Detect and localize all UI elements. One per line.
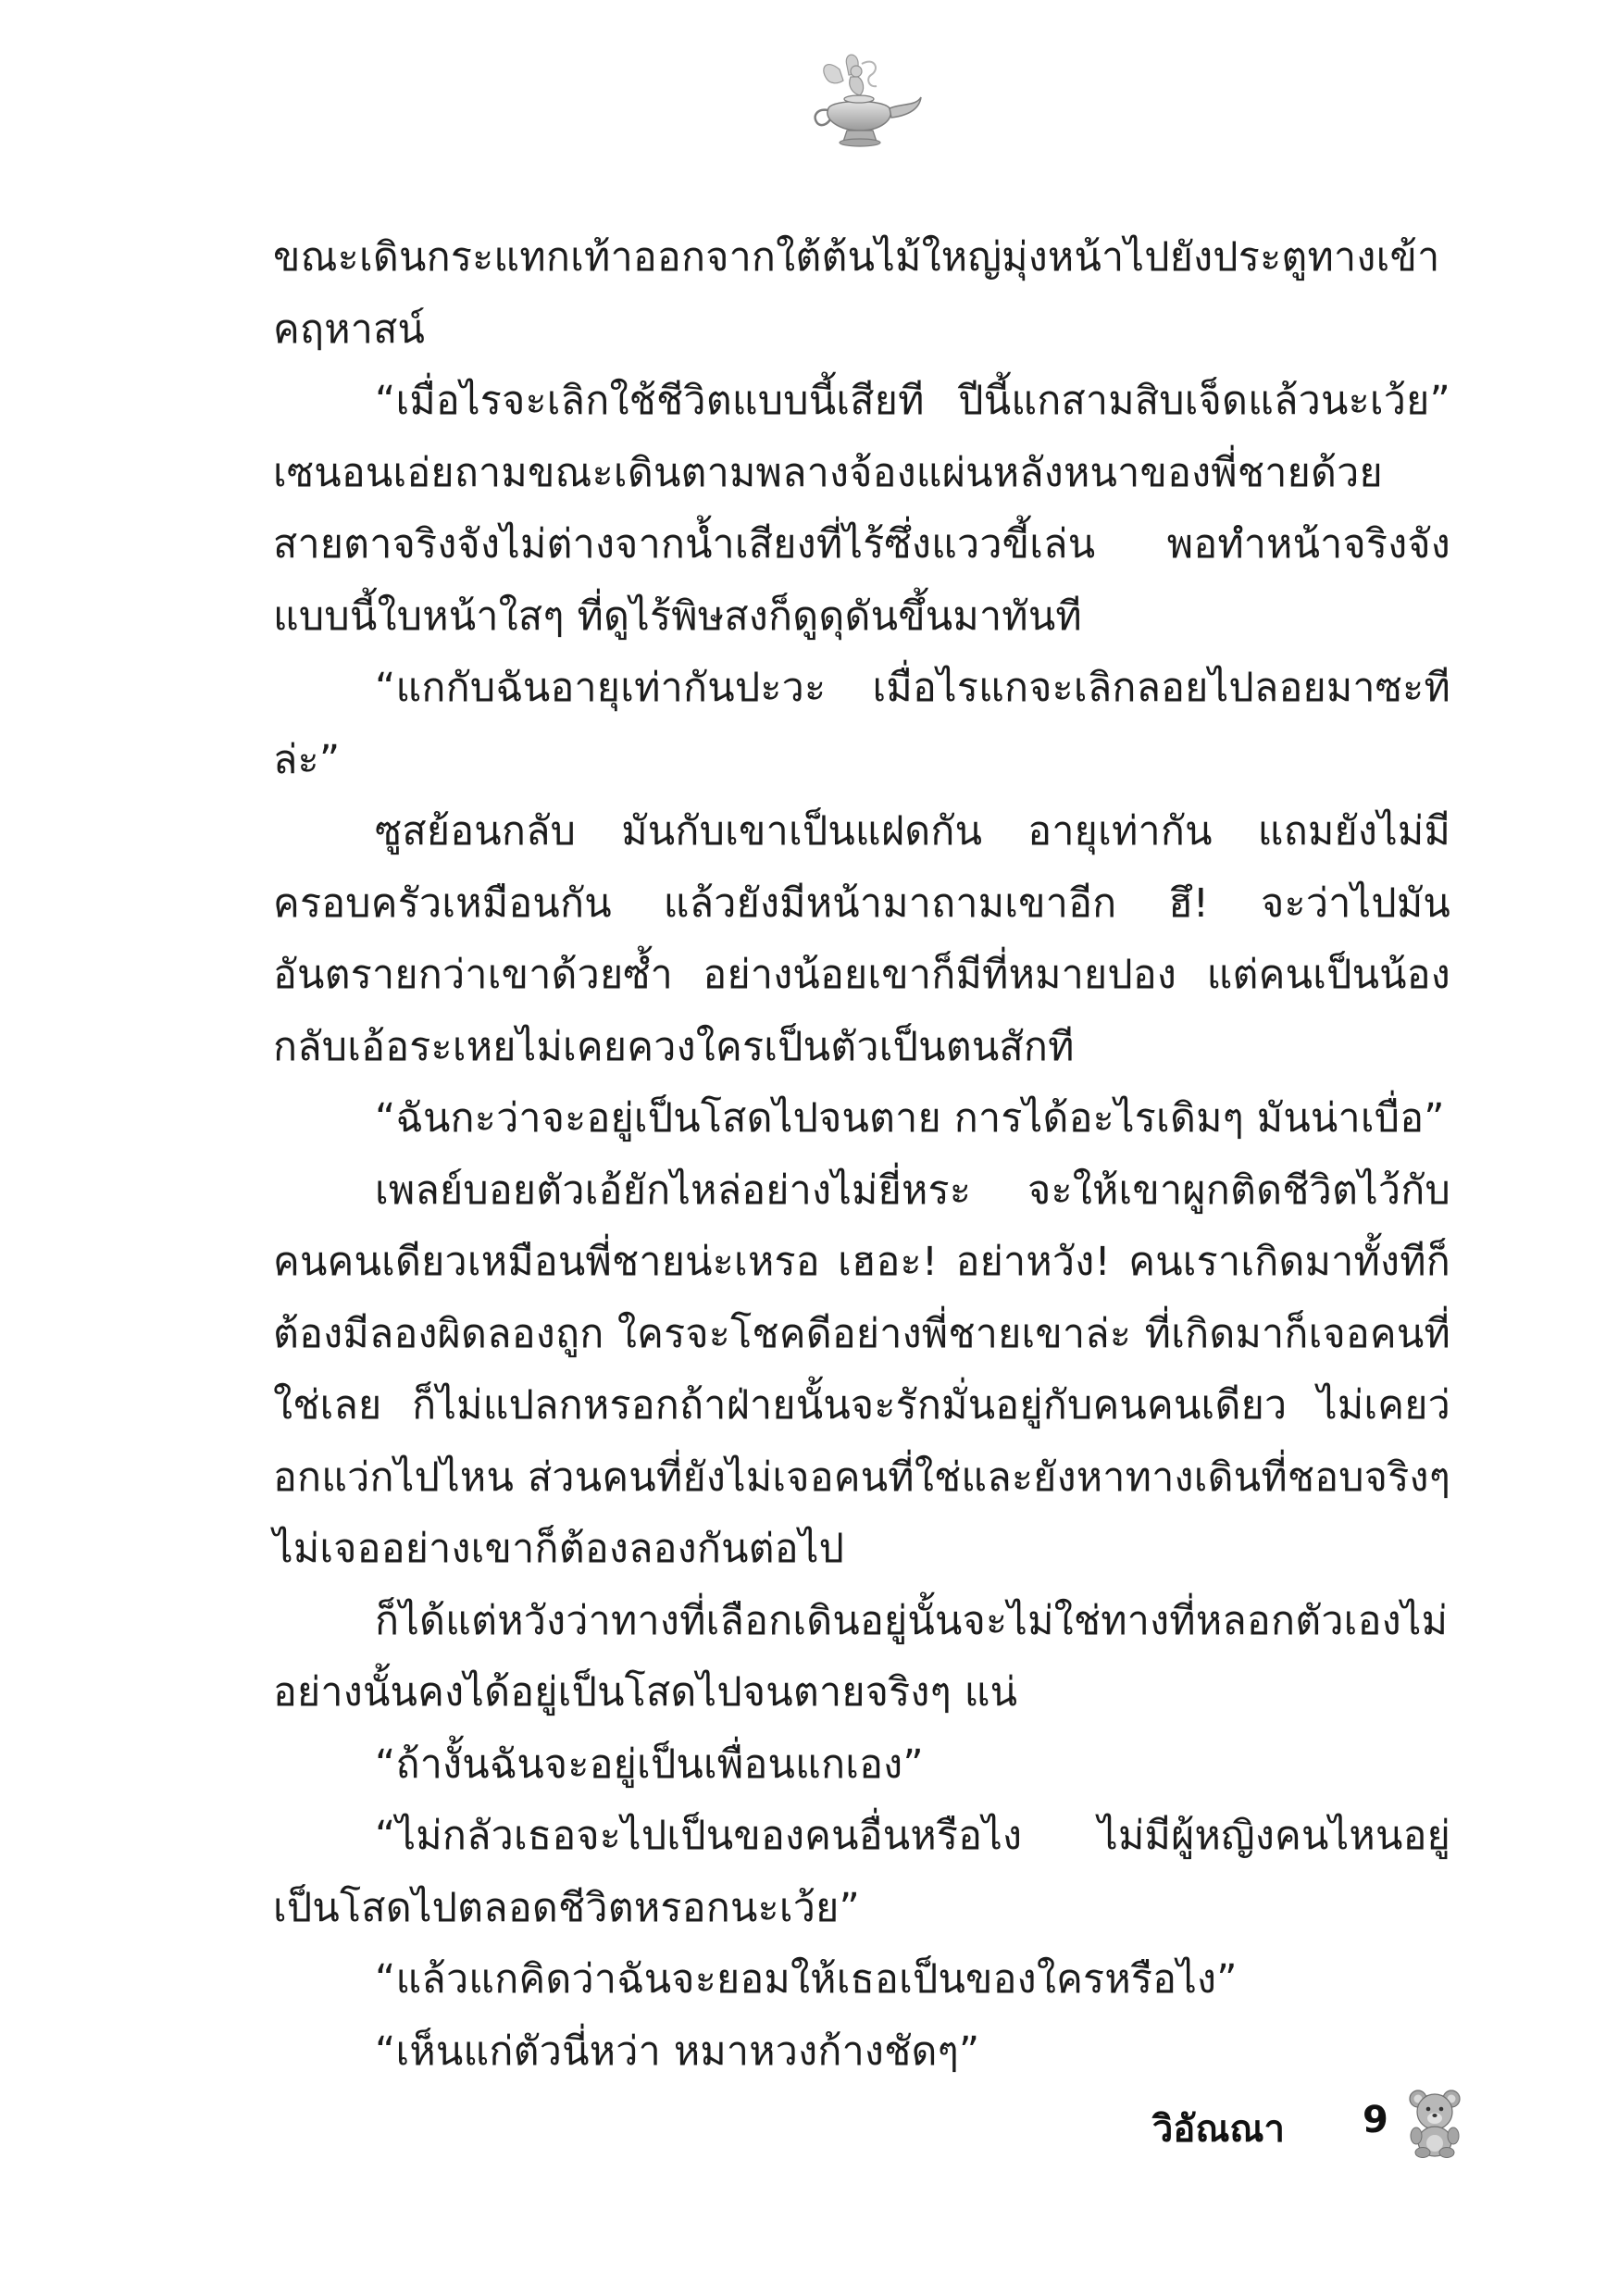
page-text-body [273,222,1450,2088]
paragraph: ขณะเดินกระแทกเท้าออกจากใต้ต้นไม้ใหญ่มุ่งหน้าไปยังประตูทางเข้าคฤหาสน์ [273,234,1440,353]
paragraph: ก็ได้แต่หวังว่าทางที่เลือกเดินอยู่นั้นจะไม่ใช่ทางที่หลอกตัวเองไม่อย่างนั้นคงได้อยู่เป็นโสดไปจนตายจริงๆ แน่ [273,1597,1449,1716]
paragraph: “เห็นแก่ตัวนี่หว่า หมาหวงก้างชัดๆ” [375,2028,980,2075]
paragraph: “เมื่อไรจะเลิกใช้ชีวิตแบบนี้เสียที ปีนี้แกสามสิบเจ็ดแล้วนะเว้ย” เซนอนเอ่ยถามขณะเดินตามพลางจ้องแผ่นหลังหนาของพี่ชายด้วยสายตาจริงจังไม่ต่างจากน้ำเสียงที่ไร้ซึ่งแววขี้เล่น พอทำหน้าจริงจังแบบนี้ใบหน้าใสๆ ที่ดูไร้พิษสงก็ดูดุดันขึ้นมาทันที [273,378,1450,640]
paragraph: เพลย์บอยตัวเอ้ยักไหล่อย่างไม่ยี่หระ จะให้เขาผูกติดชีวิตไว้กับคนคนเดียวเหมือนพี่ชายน่ะเหรอ เฮอะ! อย่าหวัง! คนเราเกิดมาทั้งทีก็ต้องมีลองผิดลองถูก ใครจะโชคดีอย่างพี่ชายเขาล่ะ ที่เกิดมาก็เจอคนที่ใช่เลย ก็ไม่แปลกหรอกถ้าฝ่ายนั้นจะรักมั่นอยู่กับคนคนเดียว ไม่เคยว่อกแว่กไปไหน ส่วนคนที่ยังไม่เจอคนที่ใช่และยังหาทางเดินที่ชอบจริงๆ ไม่เจออย่างเขาก็ต้องลองกันต่อไป [273,1167,1450,1572]
book-title: วิอัณณา [1151,2108,1285,2151]
paragraph: “แกกับฉันอายุเท่ากันปะวะ เมื่อไรแกจะเลิกลอยไปลอยมาซะทีล่ะ” [273,665,1450,783]
genie-lamp-with-angel-icon [791,51,930,153]
teddy-bear-icon [1405,2088,1464,2158]
paragraph: “แล้วแกคิดว่าฉันจะยอมให้เธอเป็นของใครหรือไง” [375,1956,1238,2003]
paragraph: “ไม่กลัวเธอจะไปเป็นของคนอื่นหรือไง ไม่มีผู้หญิงคนไหนอยู่เป็นโสดไปตลอดชีวิตหรอกนะเว้ย” [273,1813,1450,1931]
page-footer [1151,2088,1481,2162]
paragraph: “ถ้างั้นฉันจะอยู่เป็นเพื่อนแกเอง” [375,1741,924,1788]
page-number: 9 [1363,2099,1388,2141]
paragraph: ซูสย้อนกลับ มันกับเขาเป็นแฝดกัน อายุเท่ากัน แถมยังไม่มีครอบครัวเหมือนกัน แล้วยังมีหน้ามาถามเขาอีก ฮึ! จะว่าไปมันอันตรายกว่าเขาด้วยซ้ำ อย่างน้อยเขาก็มีที่หมายปอง แต่คนเป็นน้องกลับเอ้อระเหยไม่เคยควงใครเป็นตัวเป็นตนสักที [273,808,1450,1070]
paragraph: “ฉันกะว่าจะอยู่เป็นโสดไปจนตาย การได้อะไรเดิมๆ มันน่าเบื่อ” [375,1095,1445,1142]
